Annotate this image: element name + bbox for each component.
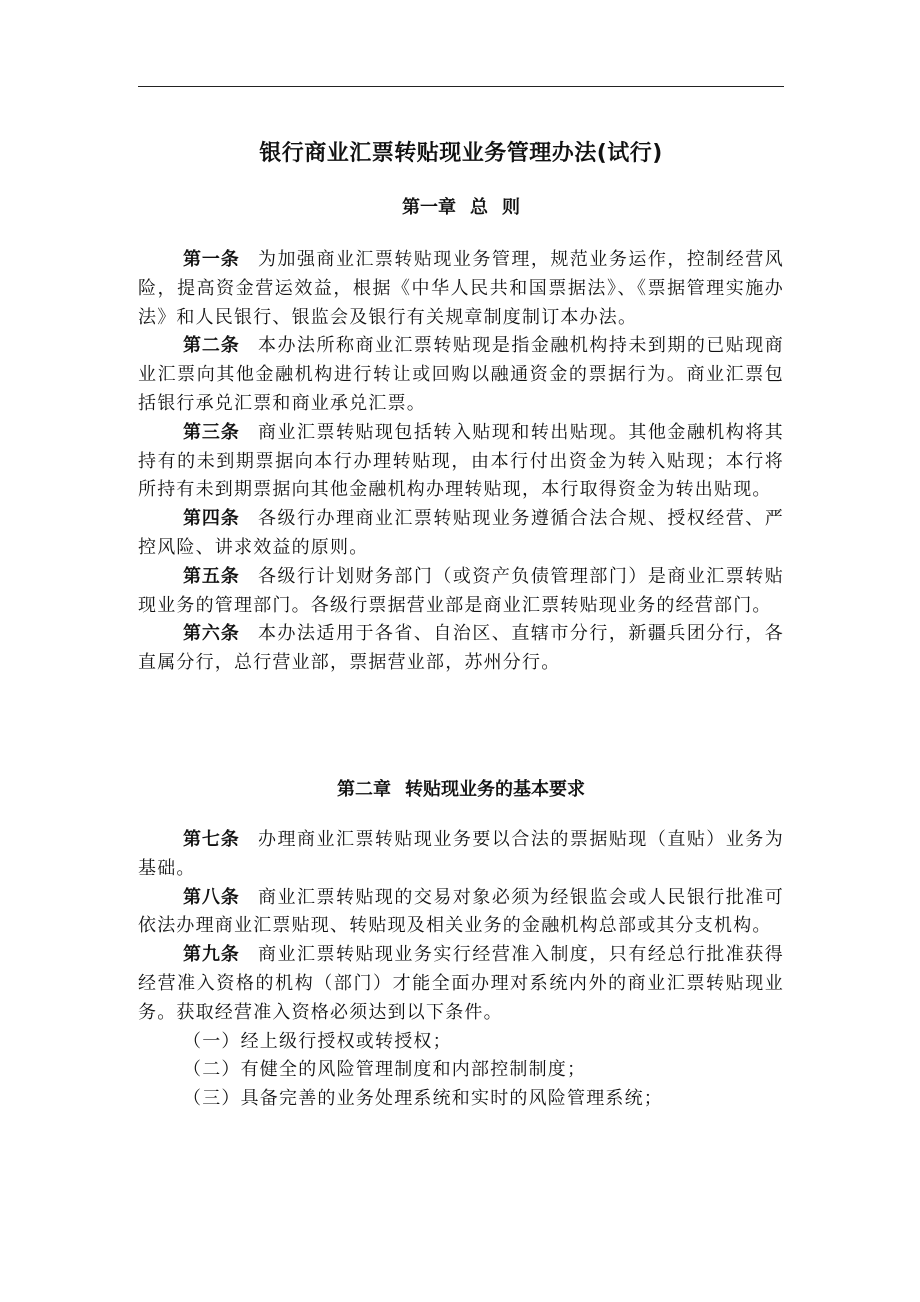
chapter-2-heading bbox=[138, 776, 784, 804]
article-text: 商业汇票转贴现的交易对象必须为经银监会或人民银行批准可依法办理商业汇票贴现、转贴现及相关业务的金融机构总部或其分支机构。 bbox=[138, 886, 784, 937]
article-1 bbox=[138, 246, 784, 332]
article-text: 商业汇票转贴现包括转入贴现和转出贴现。其他金融机构将其持有的未到期票据向本行办理转贴现，由本行付出资金为转入贴现；本行将所持有未到期票据向其他金融机构办理转贴现，本行取得资金为转出贴现。 bbox=[138, 421, 784, 501]
chapter-2-body bbox=[138, 826, 784, 1114]
chapter-1-title-b: 则 bbox=[502, 197, 520, 218]
document-title: 银行商业汇票转贴现业务管理办法(试行) bbox=[259, 141, 663, 166]
article-8 bbox=[138, 884, 784, 942]
article-7 bbox=[138, 826, 784, 884]
article-number: 第一条 bbox=[183, 249, 240, 270]
article-5 bbox=[138, 563, 784, 621]
article-text: 商业汇票转贴现业务实行经营准入制度，只有经总行批准获得经营准入资格的机构（部门）才能全面办理对系统内外的商业汇票转贴现业务。获取经营准入资格必须达到以下条件。 bbox=[138, 944, 784, 1023]
header-rule bbox=[138, 86, 784, 87]
article-text: 各级行办理商业汇票转贴现业务遵循合法合规、授权经营、严控风险、讲求效益的原则。 bbox=[138, 508, 784, 558]
article-text: 各级行计划财务部门（或资产负债管理部门）是商业汇票转贴现业务的管理部门。各级行票据营业部是商业汇票转贴现业务的经营部门。 bbox=[138, 565, 784, 616]
chapter-2-title: 转贴现业务的基本要求 bbox=[405, 779, 585, 800]
article-2 bbox=[138, 332, 784, 418]
article-text: 办理商业汇票转贴现业务要以合法的票据贴现（直贴）业务为基础。 bbox=[138, 829, 784, 879]
article-number: 第七条 bbox=[183, 829, 240, 850]
chapter-1-heading bbox=[138, 194, 784, 222]
condition-item: （三）具备完善的业务处理系统和实时的风险管理系统； bbox=[183, 1088, 663, 1110]
article-text: 为加强商业汇票转贴现业务管理，规范业务运作，控制经营风险，提高资金营运效益，根据《中华人民共和国票据法》、《票据管理实施办法》和人民银行、银监会及银行有关规章制度制订本办法。 bbox=[138, 249, 784, 328]
article-number: 第四条 bbox=[183, 508, 240, 530]
article-text: 本办法所称商业汇票转贴现是指金融机构持未到期的已贴现商业汇票向其他金融机构进行转让或回购以融通资金的票据行为。商业汇票包括银行承兑汇票和商业承兑汇票。 bbox=[138, 335, 784, 414]
chapter-1-number: 第一章 bbox=[402, 197, 456, 218]
article-number: 第三条 bbox=[183, 421, 240, 443]
article-number: 第九条 bbox=[183, 944, 240, 966]
article-3 bbox=[138, 419, 784, 505]
chapter-1-body bbox=[138, 246, 784, 678]
condition-item: （二）有健全的风险管理制度和内部控制制度； bbox=[183, 1059, 587, 1081]
chapter-1-title-a: 总 bbox=[470, 197, 488, 218]
article-number: 第六条 bbox=[183, 623, 240, 645]
article-number: 第八条 bbox=[183, 886, 240, 908]
article-9 bbox=[138, 941, 784, 1027]
article-text: 本办法适用于各省、自治区、直辖市分行，新疆兵团分行，各直属分行，总行营业部，票据营业部，苏州分行。 bbox=[138, 623, 784, 674]
article-number: 第二条 bbox=[183, 335, 240, 357]
article-number: 第五条 bbox=[183, 565, 240, 587]
article-6 bbox=[138, 620, 784, 678]
condition-item: （一）经上级行授权或转授权； bbox=[183, 1030, 452, 1052]
article-4 bbox=[138, 505, 784, 563]
chapter-2-number: 第二章 bbox=[337, 779, 391, 800]
